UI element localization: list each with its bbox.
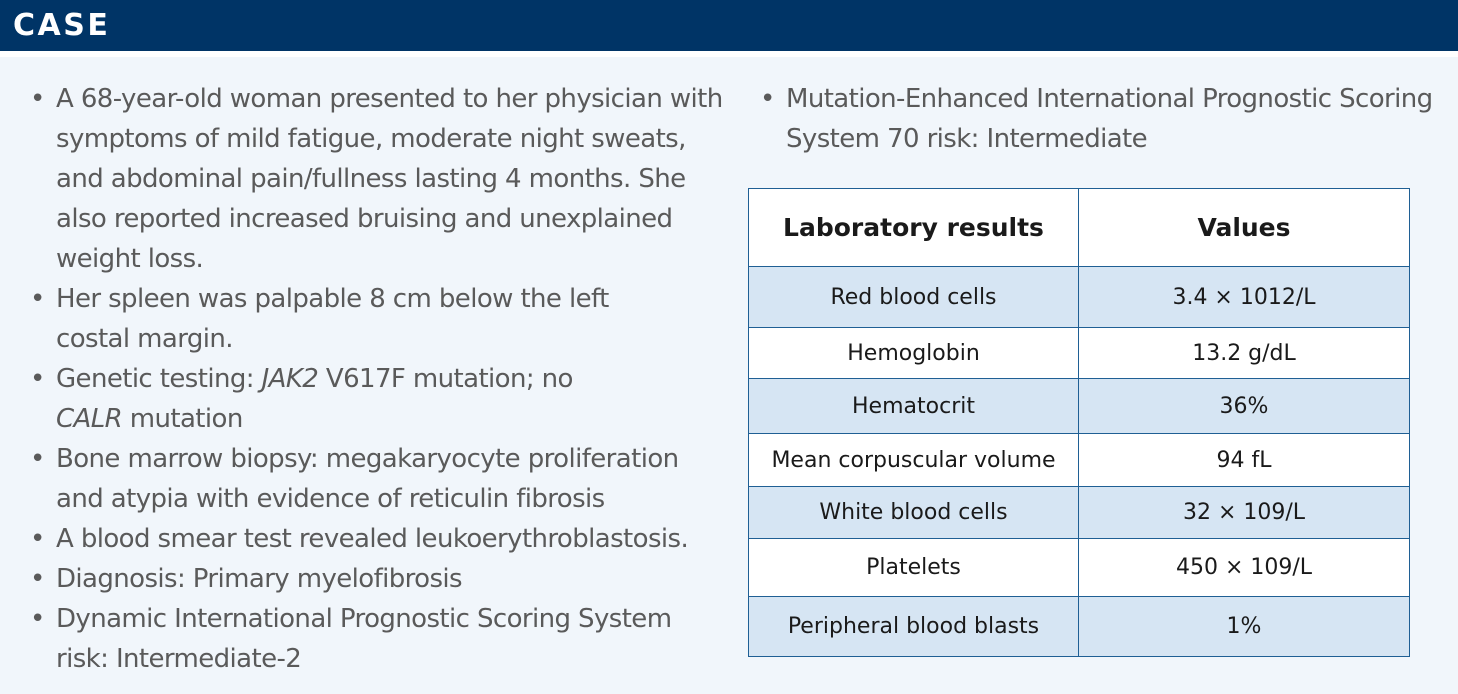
bullet-line xyxy=(56,359,710,399)
gene-jak2: JAK2 xyxy=(261,364,319,394)
bullet-line: also reported increased bruising and unexplained xyxy=(56,204,673,234)
bullet-line: costal margin. xyxy=(56,324,233,354)
table-row xyxy=(749,379,1410,434)
bullet-line: • Dynamic International Prognostic Scoring System xyxy=(56,604,672,634)
lab-test-label: Hematocrit xyxy=(749,379,1079,434)
lab-test-label: Red blood cells xyxy=(749,267,1079,328)
lab-test-value: 450 × 109/L xyxy=(1079,539,1410,597)
table-row xyxy=(749,434,1410,487)
lab-test-label: White blood cells xyxy=(749,487,1079,539)
risk-bullet-list xyxy=(760,79,1440,159)
table-row xyxy=(749,328,1410,379)
lab-test-value: 36% xyxy=(1079,379,1410,434)
lab-test-label: Hemoglobin xyxy=(749,328,1079,379)
bullet-presentation xyxy=(30,79,723,279)
case-header xyxy=(0,0,1458,51)
table-row xyxy=(749,597,1410,657)
lab-test-label: Peripheral blood blasts xyxy=(749,597,1079,657)
header-divider xyxy=(0,51,1458,57)
bullet-blood-smear xyxy=(30,519,710,559)
bullet-genetic-testing xyxy=(30,359,710,439)
bullet-line: and abdominal pain/fullness lasting 4 months. She xyxy=(56,164,686,194)
table-row xyxy=(749,539,1410,597)
gene-calr: CALR xyxy=(56,404,123,434)
lab-test-label: Mean corpuscular volume xyxy=(749,434,1079,487)
lab-test-value: 94 fL xyxy=(1079,434,1410,487)
bullet-line: symptoms of mild fatigue, moderate night sweats, xyxy=(56,124,686,154)
bullet-line xyxy=(56,399,710,439)
bullet-line: and atypia with evidence of reticulin fibrosis xyxy=(56,484,605,514)
bullet-bone-marrow xyxy=(30,439,710,519)
case-bullet-list xyxy=(30,79,723,679)
bullet-diagnosis xyxy=(30,559,710,599)
bullet-spleen xyxy=(30,279,710,359)
lab-test-label: Platelets xyxy=(749,539,1079,597)
table-header-row xyxy=(749,189,1410,267)
bullet-line: • Her spleen was palpable 8 cm below the left xyxy=(56,284,609,314)
lab-test-value: 13.2 g/dL xyxy=(1079,328,1410,379)
bullet-line: • Mutation-Enhanced International Prognostic Scoring xyxy=(786,84,1433,114)
bullet-line: System 70 risk: Intermediate xyxy=(786,124,1148,154)
calr-suffix: mutation xyxy=(122,404,243,434)
bullet-line: • Diagnosis: Primary myelofibrosis xyxy=(56,564,463,594)
column-header-laboratory-results: Laboratory results xyxy=(749,189,1079,267)
bullet-line: • A 68-year-old woman presented to her physician with xyxy=(56,84,723,114)
bullet-line: • A blood smear test revealed leukoerythroblastosis. xyxy=(56,524,689,554)
table-row xyxy=(749,487,1410,539)
laboratory-results-table xyxy=(748,188,1410,657)
bullet-dipss-risk xyxy=(30,599,710,679)
bullet-mipss70-risk xyxy=(760,79,1440,159)
bullet-line: weight loss. xyxy=(56,244,204,274)
genetic-testing-prefix: Genetic testing: xyxy=(56,364,262,394)
table-row xyxy=(749,267,1410,328)
lab-test-value: 32 × 109/L xyxy=(1079,487,1410,539)
genetic-testing-suffix: V617F mutation; no xyxy=(318,364,573,394)
lab-test-value: 3.4 × 1012/L xyxy=(1079,267,1410,328)
column-header-values: Values xyxy=(1079,189,1410,267)
bullet-line: • Bone marrow biopsy: megakaryocyte proliferation xyxy=(56,444,679,474)
bullet-line: risk: Intermediate-2 xyxy=(56,644,302,674)
lab-test-value: 1% xyxy=(1079,597,1410,657)
case-title: CASE xyxy=(13,8,111,43)
